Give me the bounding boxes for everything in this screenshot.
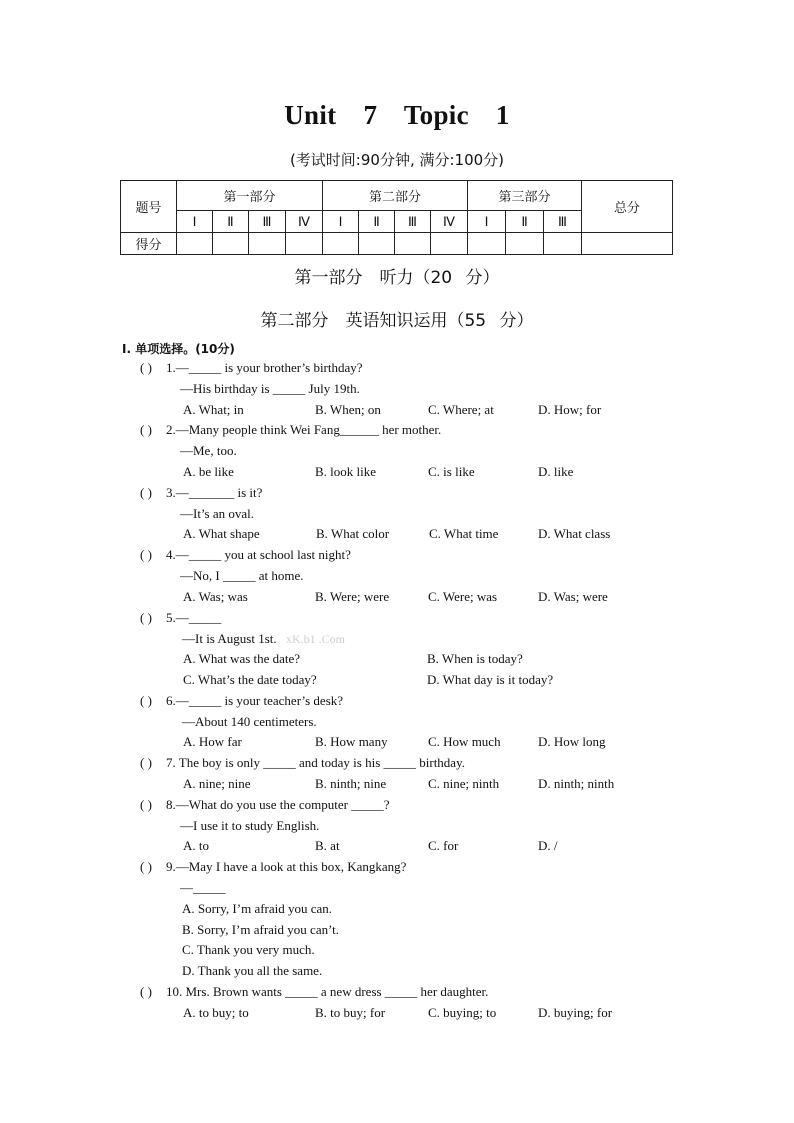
score-cell (249, 233, 286, 255)
option: B. How many (315, 734, 388, 749)
question-response: —It’s an oval. (180, 506, 255, 521)
option: A. Was; was (183, 589, 248, 604)
page-title: Unit 7 Topic 1 (284, 100, 510, 130)
question-response: —It is August 1st. (182, 631, 277, 646)
answer-blank: ( ) (140, 485, 152, 500)
score-cell (359, 233, 395, 255)
sub-header: Ⅰ (468, 211, 506, 233)
answer-blank: ( ) (140, 547, 152, 562)
question-response: —_____ (180, 880, 226, 895)
option: B. What color (316, 526, 390, 541)
option: C. Where; at (428, 402, 494, 417)
answer-blank: ( ) (140, 797, 152, 812)
option: D. What day is it today? (427, 672, 554, 687)
score-cell (468, 233, 506, 255)
option: A. How far (183, 734, 242, 749)
option: C. What’s the date today? (183, 672, 317, 687)
score-cell (286, 233, 323, 255)
sub-header: Ⅱ (213, 211, 249, 233)
option: B. look like (315, 464, 377, 479)
watermark: xK.b1 .Com (286, 632, 346, 646)
option: B. Were; were (315, 589, 390, 604)
option: C. Thank you very much. (182, 942, 315, 957)
answer-blank: ( ) (140, 360, 152, 375)
option: C. for (428, 838, 459, 853)
option: D. Was; were (538, 589, 608, 604)
row-label-score: 得分 (121, 233, 177, 255)
option: D. / (538, 838, 558, 853)
answer-blank: ( ) (140, 693, 152, 708)
header-part1: 第一部分 (177, 181, 323, 211)
option: D. How long (538, 734, 606, 749)
score-table (120, 180, 673, 255)
sub-header: Ⅰ (177, 211, 213, 233)
option: A. What was the date? (183, 651, 301, 666)
header-question-number: 题号 (121, 181, 177, 233)
sub-header: Ⅲ (249, 211, 286, 233)
option: C. What time (429, 526, 499, 541)
section-listening-heading: 第一部分 听力（20 分） (294, 268, 500, 288)
sub-header: Ⅳ (431, 211, 468, 233)
sub-header: Ⅰ (323, 211, 359, 233)
option: B. Sorry, I’m afraid you can’t. (182, 922, 340, 937)
option: C. nine; ninth (428, 776, 500, 791)
option: D. What class (538, 526, 611, 541)
answer-blank: ( ) (140, 610, 152, 625)
score-cell (213, 233, 249, 255)
answer-blank: ( ) (140, 859, 152, 874)
score-cell-total (582, 233, 673, 255)
question-stem: 1.—_____ is your brother’s birthday? (166, 360, 363, 375)
option: A. to (183, 838, 209, 853)
question-stem: 3.—_______ is it? (166, 485, 263, 500)
question-stem: 4.—_____ you at school last night? (166, 547, 351, 562)
header-part3: 第三部分 (468, 181, 582, 211)
score-cell (506, 233, 544, 255)
header-total: 总分 (582, 181, 673, 233)
sub-header: Ⅲ (395, 211, 431, 233)
part-single-choice-heading: Ⅰ. 单项选择。(10分) (122, 342, 235, 356)
answer-blank: ( ) (140, 755, 152, 770)
option: C. Were; was (428, 589, 498, 604)
question-stem: 2.—Many people think Wei Fang______ her mother. (166, 422, 442, 437)
option: D. How; for (538, 402, 602, 417)
sub-header: Ⅲ (544, 211, 582, 233)
question-response: —His birthday is _____ July 19th. (180, 381, 360, 396)
option: D. Thank you all the same. (182, 963, 323, 978)
question-stem: 10. Mrs. Brown wants _____ a new dress _____ her daughter. (166, 984, 489, 999)
option: B. When is today? (427, 651, 523, 666)
option: C. buying; to (428, 1005, 497, 1020)
sub-header: Ⅱ (359, 211, 395, 233)
option: D. ninth; ninth (538, 776, 615, 791)
score-cell (544, 233, 582, 255)
option: C. is like (428, 464, 475, 479)
exam-info: (考试时间:90分钟, 满分:100分) (289, 151, 505, 169)
question-response: —No, I _____ at home. (180, 568, 304, 583)
option: A. be like (183, 464, 234, 479)
question-stem: 5.—_____ (166, 610, 222, 625)
option: A. What; in (183, 402, 244, 417)
question-response: —Me, too. (180, 443, 237, 458)
option: A. What shape (183, 526, 260, 541)
option: B. at (315, 838, 340, 853)
question-stem: 7. The boy is only _____ and today is his _____ birthday. (166, 755, 465, 770)
option: B. ninth; nine (315, 776, 387, 791)
sub-header: Ⅱ (506, 211, 544, 233)
question-stem: 8.—What do you use the computer _____? (166, 797, 390, 812)
answer-blank: ( ) (140, 984, 152, 999)
question-stem: 9.—May I have a look at this box, Kangkang? (166, 859, 407, 874)
score-cell (323, 233, 359, 255)
score-cell (431, 233, 468, 255)
question-response: —About 140 centimeters. (182, 714, 317, 729)
option: B. When; on (315, 402, 381, 417)
option: A. nine; nine (183, 776, 251, 791)
score-cell (395, 233, 431, 255)
score-cell (177, 233, 213, 255)
section-knowledge-heading: 第二部分 英语知识运用（55 分） (260, 311, 534, 331)
option: A. Sorry, I’m afraid you can. (182, 901, 333, 916)
header-part2: 第二部分 (323, 181, 468, 211)
option: A. to buy; to (183, 1005, 249, 1020)
option: C. How much (428, 734, 501, 749)
option: D. buying; for (538, 1005, 613, 1020)
answer-blank: ( ) (140, 422, 152, 437)
question-response: —I use it to study English. (180, 818, 320, 833)
option: D. like (538, 464, 574, 479)
option: B. to buy; for (315, 1005, 386, 1020)
sub-header: Ⅳ (286, 211, 323, 233)
question-stem: 6.—_____ is your teacher’s desk? (166, 693, 344, 708)
